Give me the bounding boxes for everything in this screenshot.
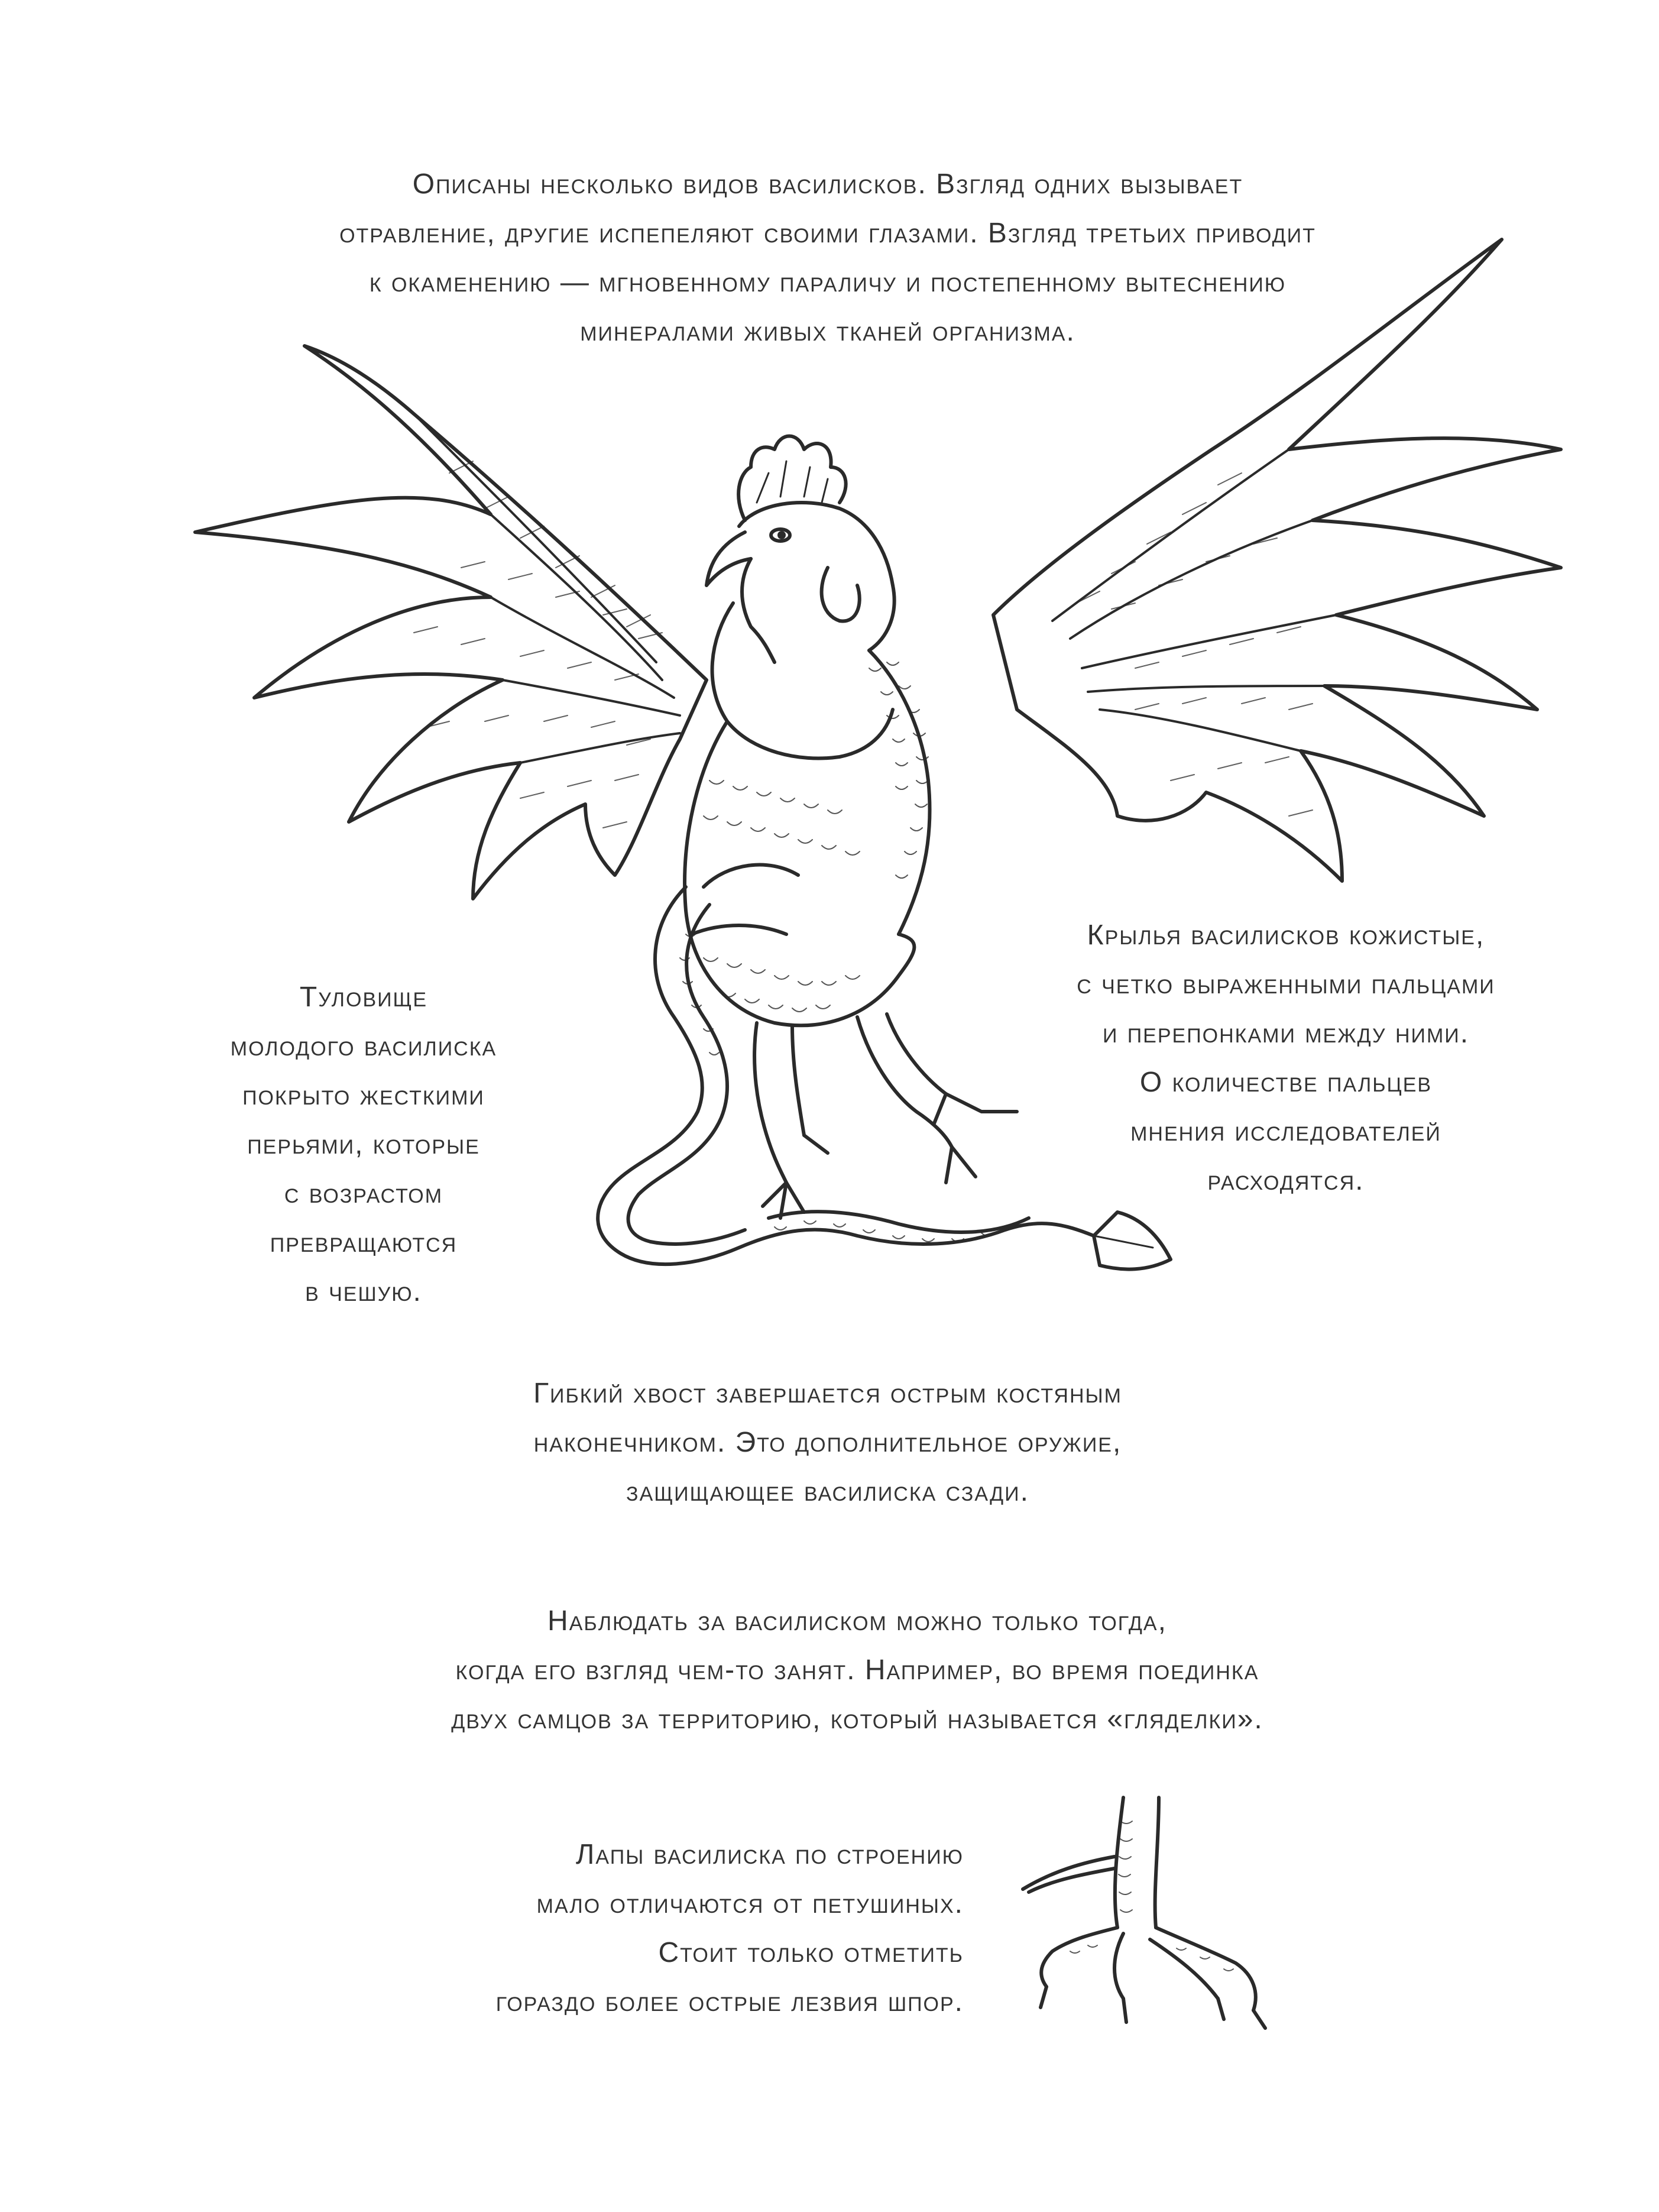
intro-line: Описаны несколько видов василисков. Взгляд одних вызывает [412, 169, 1243, 200]
basilisk-legs [754, 1014, 1017, 1218]
tail-note-line: защищающее василиска сзади. [626, 1476, 1029, 1507]
intro-line: минералами живых тканей организма. [580, 316, 1075, 347]
tail-note-line: Гибкий хвост завершается острым костяным [533, 1378, 1122, 1409]
tail-note [355, 1369, 1301, 1516]
neck-scales [869, 662, 928, 878]
paws-note-line: Стоит только отметить [658, 1937, 964, 1968]
intro-line: к окаменению — мгновенному параличу и постепенному вытеснению [369, 267, 1287, 298]
watch-note-line: двух самцов за территорию, который называется «гляделки». [451, 1703, 1263, 1735]
intro-paragraph [177, 160, 1478, 356]
left-wing-hatching [414, 461, 662, 828]
wings-note-line: О количестве пальцев [1139, 1067, 1433, 1098]
body-note-line: покрыто жесткими [242, 1080, 485, 1111]
wings-note [993, 911, 1579, 1205]
body-note-line: с возрастом [284, 1178, 443, 1209]
body-note-line: молодого василиска [230, 1031, 497, 1062]
wings-note-line: с четко выраженными пальцами [1077, 969, 1495, 1000]
intro-line: отравление, другие испепеляют своими глазами. Взгляд третьих приводит [339, 218, 1316, 249]
wings-note-line: мнения исследователей [1130, 1116, 1441, 1147]
basilisk-foot-illustration [1023, 1798, 1265, 2028]
body-note-line: превращаются [270, 1227, 458, 1258]
basilisk-body [685, 721, 914, 1025]
paws-note [296, 1830, 964, 2026]
paws-note-line: мало отличаются от петушиных. [536, 1888, 964, 1919]
body-note-line: в чешую. [305, 1276, 422, 1307]
watch-note-line: Наблюдать за василиском можно только тогда, [547, 1605, 1167, 1637]
body-feathers [704, 780, 860, 1012]
body-note-line: Туловище [299, 982, 428, 1013]
body-note-line: перьями, которые [247, 1129, 480, 1160]
body-note [177, 973, 550, 1316]
watch-note [296, 1596, 1419, 1744]
basilisk-head [707, 436, 930, 935]
paws-note-line: гораздо более острые лезвия шпор. [495, 1986, 964, 2017]
left-wing [195, 346, 707, 899]
wings-note-line: и перепонками между ними. [1102, 1018, 1470, 1049]
wings-note-line: расходятся. [1207, 1165, 1365, 1196]
tail-note-line: наконечником. Это дополнительное оружие, [533, 1427, 1122, 1458]
watch-note-line: когда его взгляд чем-то занят. Например, во время поединка [455, 1654, 1259, 1686]
wings-note-line: Крылья василисков кожистые, [1087, 919, 1485, 951]
paws-note-line: Лапы василиска по строению [575, 1839, 964, 1870]
